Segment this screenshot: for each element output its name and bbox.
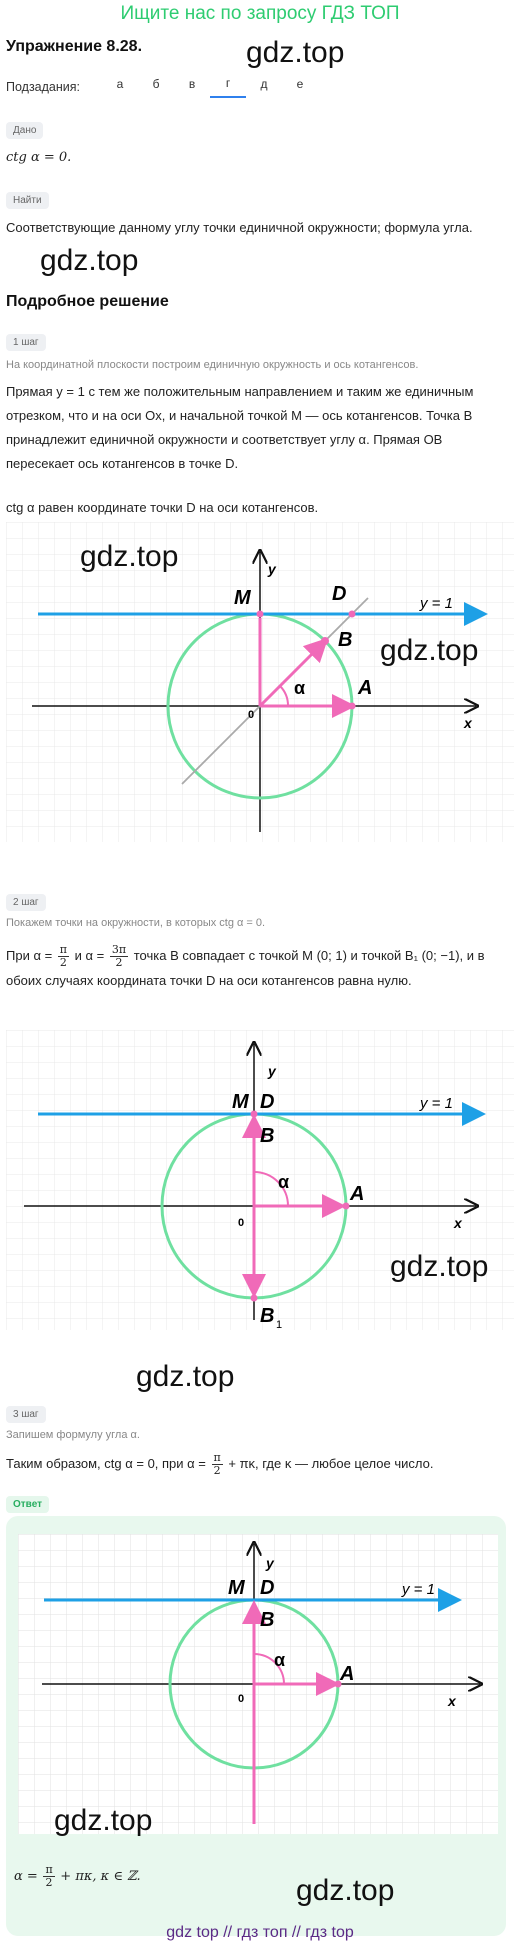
label-b1-sub: 1 [276,1319,283,1330]
label-m: M [234,587,251,609]
point-d [349,611,356,618]
watermark: gdz.top [390,1250,489,1283]
given-pill: Дано [6,122,43,139]
unit-circle-diagram-3 [18,1534,498,1834]
step2-paragraph [6,944,511,993]
answer-suffix: + πκ, κ ∈ ℤ. [60,1869,141,1884]
step1-paragraph-2: ctg α равен координате точки D на оси котангенсов. [6,500,319,515]
footer-links[interactable]: gdz top // гдз топ // гдз top [166,1924,354,1941]
subtasks-label: Подзадания: [6,80,81,94]
fraction: $\frac{\pi}{2}$ [45,1863,53,1890]
label-cotangent-line: y = 1 [420,1095,453,1112]
watermark: gdz.top [54,1804,153,1837]
tab-a[interactable]: а [116,77,124,91]
step3-paragraph [6,1452,511,1477]
label-m: M [232,1091,249,1113]
step3-prefix: Таким образом, ctg α = 0, при α = [6,1456,206,1471]
label-x: x [448,1693,456,1709]
watermark: gdz.top [380,634,479,667]
label-origin: 0 [238,1693,245,1705]
fraction: $\frac{3\pi}{2}$ [111,943,127,970]
answer-pill: Ответ [6,1496,49,1513]
label-alpha: α [274,1650,286,1670]
find-pill: Найти [6,192,49,209]
watermark: gdz.top [246,36,345,69]
label-b: B [260,1125,275,1147]
label-cotangent-line: y = 1 [420,595,453,612]
watermark: gdz.top [296,1874,395,1907]
point-a [343,1203,350,1210]
step3-suffix: + πκ, где κ — любое целое число. [228,1456,434,1471]
tab-v[interactable]: в [188,77,196,91]
unit-circle-diagram-2 [6,1030,514,1330]
label-d: D [332,583,347,605]
label-b1: B [260,1305,275,1327]
label-m: M [228,1577,245,1599]
given-formula: ctg α = 0. [6,150,72,165]
tab-b[interactable]: б [152,77,160,91]
label-d: D [260,1577,275,1599]
tab-d[interactable]: д [260,77,268,91]
watermark: gdz.top [40,244,139,277]
tab-e[interactable]: е [296,77,304,91]
point-b1 [251,1295,258,1302]
fraction: $\frac{\pi}{2}$ [59,943,68,970]
label-y: y [266,1555,274,1571]
label-alpha: α [278,1172,290,1192]
tab-g[interactable]: г [210,76,246,98]
point-m [251,1111,258,1118]
answer-formula [14,1864,494,1889]
watermark: gdz.top [136,1360,235,1393]
step2-prefix: При α = [6,948,53,963]
label-b: B [260,1609,275,1631]
step2-rest-2: B₁ (0; −1), и в обоих случаях координата точки D на оси котангенсов равна нулю. [6,948,485,989]
label-cotangent-line: y = 1 [402,1581,435,1598]
step1-caption: На координатной плоскости построим единичную окружность и ось котангенсов. [6,359,419,371]
page-title: Упражнение 8.28. [6,38,143,55]
step3-caption: Запишем формулу угла α. [6,1429,140,1441]
point-b [321,637,329,645]
label-origin: 0 [238,1217,245,1229]
fraction: $\frac{\pi}{2}$ [213,1451,221,1478]
search-banner: Ищите нас по запросу ГДЗ ТОП [120,3,400,24]
step1-pill: 1 шаг [6,334,46,351]
subtasks-bar [6,76,318,98]
step2-caption: Покажем точки на окружности, в которых ctg α = 0. [6,917,266,929]
step1-paragraph: Прямая y = 1 с тем же положительным направлением и таким же единичным отрезком, что и на оси Ox, и начальной точкой M — ось котангенсов. Точка B принадлежит единичной окружности и соответствует углу α. Прямая OB пересекает ось котангенсов в точке D. [6,384,474,471]
step2-and: и α = [74,948,105,963]
answer-prefix: α = [14,1869,38,1884]
label-x: x [454,1215,462,1231]
find-text: Соответствующие данному углу точки единичной окружности; формула угла. [6,220,473,235]
point-m [257,611,264,618]
label-a: A [350,1183,365,1205]
label-b: B [338,629,353,651]
watermark: gdz.top [80,540,179,573]
label-a: A [358,677,373,699]
label-alpha: α [294,678,306,698]
step2-pill: 2 шаг [6,894,46,911]
label-y: y [268,1063,276,1079]
label-origin: 0 [248,709,255,721]
step3-pill: 3 шаг [6,1406,46,1423]
point-a [349,703,356,710]
step2-rest: точка B совпадает с точкой M (0; 1) и точкой [133,948,402,963]
label-x: x [464,715,472,731]
solution-title: Подробное решение [6,293,169,310]
label-d: D [260,1091,275,1113]
label-y: y [268,561,276,577]
label-a: A [340,1663,355,1685]
